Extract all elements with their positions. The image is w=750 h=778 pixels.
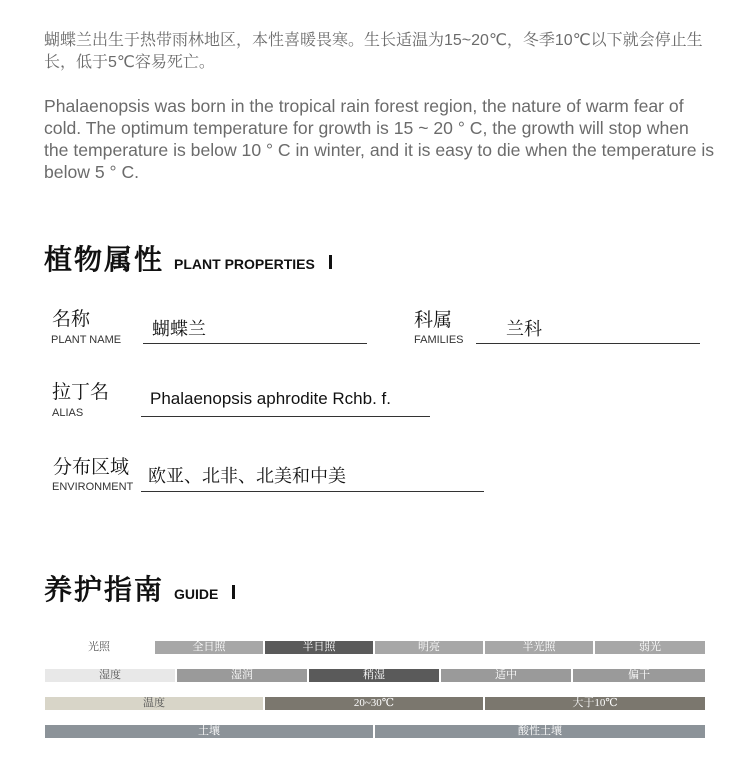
intro-text-en: Phalaenopsis was born in the tropical rain forest region, the nature of warm fear of cold. The optimum temperature for growth is 15 ~ 20 ° C, the growth will stop when the temperature is below 10 ° C in winter, and it is easy to die when the temperature is below 5 ° C.: [44, 96, 715, 182]
guide-heading: [44, 568, 235, 608]
family-underline: [476, 343, 700, 344]
name-label-cn: 名称: [52, 309, 91, 330]
temperature-label: 温度: [45, 697, 265, 710]
light-label: 光照: [45, 641, 155, 654]
temperature-row: [45, 697, 705, 710]
guide-title-cn: 养护指南: [44, 574, 165, 605]
humidity-option: 偏干: [573, 669, 705, 682]
humidity-row: [45, 669, 705, 682]
environment-label-cn: 分布区域: [53, 457, 130, 478]
family-value: 兰科: [506, 319, 542, 339]
plant-properties-title-en: PLANT PROPERTIES: [174, 256, 315, 272]
guide-title-en: GUIDE: [174, 586, 219, 602]
alias-value: Phalaenopsis aphrodite Rchb. f.: [150, 389, 391, 408]
environment-underline: [141, 491, 484, 492]
temperature-option: 20~30℃: [265, 697, 485, 710]
heading-bar-marker: [232, 585, 235, 599]
humidity-option-selected: 稍湿: [309, 669, 441, 682]
plant-properties-title-cn: 植物属性: [44, 244, 165, 275]
plant-properties-heading: [44, 238, 332, 278]
name-label-en: PLANT NAME: [51, 334, 122, 346]
family-label-cn: 科属: [414, 310, 453, 331]
temperature-option: 大于10℃: [485, 697, 705, 710]
humidity-label: 湿度: [45, 669, 177, 682]
soil-option: 酸性土壤: [375, 725, 705, 738]
light-option-selected: 半日照: [265, 641, 375, 654]
alias-label-cn: 拉丁名: [52, 382, 110, 403]
name-value: 蝴蝶兰: [152, 319, 206, 339]
soil-row: [45, 725, 705, 738]
humidity-option: 适中: [441, 669, 573, 682]
heading-bar-marker: [329, 255, 332, 269]
intro-text-cn: 蝴蝶兰出生于热带雨林地区，本性喜暖畏寒。生长适温为15~20℃，冬季10℃以下就会停止生长，低于5℃容易死亡。: [44, 32, 703, 71]
soil-label: 土壤: [45, 725, 375, 738]
alias-label-en: ALIAS: [52, 407, 84, 419]
alias-underline: [141, 416, 430, 417]
name-underline: [143, 343, 367, 344]
light-option: 半光照: [485, 641, 595, 654]
environment-value: 欧亚、北非、北美和中美: [148, 466, 346, 486]
family-label-en: FAMILIES: [414, 334, 464, 346]
light-row: [45, 641, 705, 654]
humidity-option: 湿润: [177, 669, 309, 682]
light-option: 明亮: [375, 641, 485, 654]
light-option: 全日照: [155, 641, 265, 654]
light-option: 弱光: [595, 641, 705, 654]
environment-label-en: ENVIRONMENT: [52, 481, 134, 493]
